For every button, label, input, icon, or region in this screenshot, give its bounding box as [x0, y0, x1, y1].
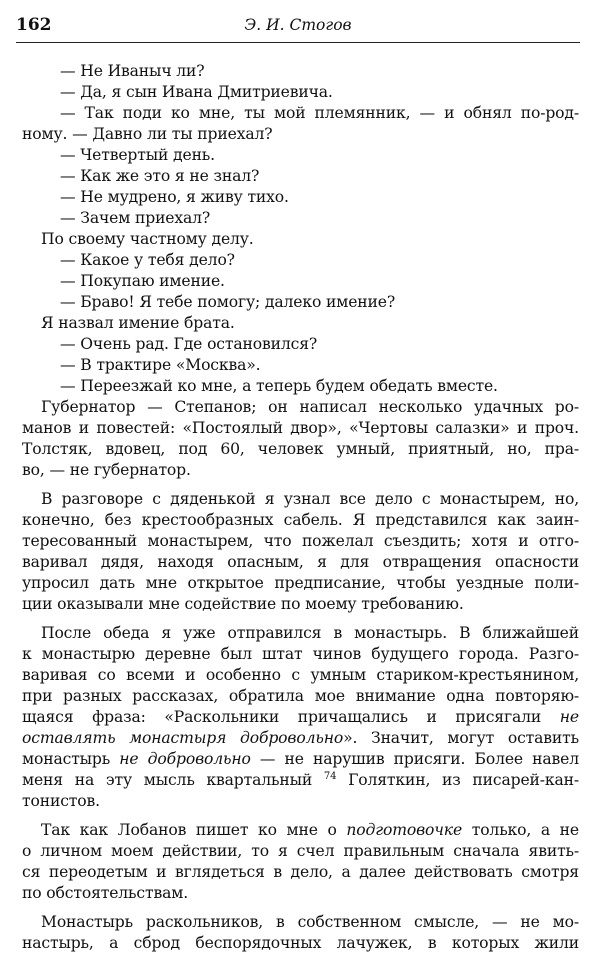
- page-number: 162: [16, 15, 52, 35]
- dialogue-line: — Не мудрено, я живу тихо.: [60, 188, 289, 206]
- running-title: Э. И. Стогов: [244, 16, 352, 34]
- footnote-marker: 74: [323, 771, 337, 782]
- dialogue-line: — Четвертый день.: [60, 146, 215, 164]
- dialogue-line: — Да, я сын Ивана Дмитриевича.: [60, 83, 333, 101]
- paragraph-line: конечно, без крестообразных сабель. Я представился как заин-: [22, 511, 579, 529]
- paragraph-line: тонистов.: [22, 792, 100, 810]
- paragraph-line: Губернатор — Степанов; он написал несколько удачных ро-: [41, 398, 579, 416]
- narrative-line: По своему частному делу.: [41, 230, 254, 248]
- dialogue-line: — Переезжай ко мне, а теперь будем обедать вместе.: [60, 377, 498, 395]
- paragraph-line: варивая со всеми и особенно с умным стариком-крестьянином,: [22, 666, 579, 684]
- italic-run: не добровольно: [119, 750, 251, 768]
- paragraph-line: [22, 770, 579, 791]
- dialogue-line: — Так поди ко мне, ты мой племянник, — и обнял по-род-: [60, 104, 579, 122]
- dialogue-line: ному. — Давно ли ты приехал?: [22, 125, 273, 143]
- paragraph-line: к монастырю деревне был штат чинов будущего города. Разго-: [22, 645, 579, 663]
- paragraph-line: [22, 728, 579, 749]
- paragraph-line: После обеда я уже отправился в монастырь. В ближайшей: [41, 624, 579, 642]
- paragraph-line: о личном моем действии, то я счел правильным сначала явить-: [22, 842, 579, 860]
- paragraph-line: варивал дядя, находя опасным, я для отвращения опасности: [22, 553, 579, 571]
- text-run: Так как Лобанов пишет ко мне о: [41, 821, 337, 839]
- dialogue-line: — Какое у тебя дело?: [60, 251, 235, 269]
- dialogue-line: — Браво! Я тебе помогу; далеко имение?: [60, 293, 396, 311]
- narrative-line: Я назвал имение брата.: [41, 314, 235, 332]
- paragraph-line: [22, 707, 579, 728]
- paragraph-line: во, — не губернатор.: [22, 461, 191, 479]
- italic-run: не: [559, 708, 579, 726]
- paragraph-line: ции оказывали мне содействие по моему требованию.: [22, 595, 464, 613]
- text-run: монастырь: [22, 750, 111, 768]
- text-run: ». Значит, могут оставить: [343, 729, 579, 747]
- paragraph-line: по обстоятельствам.: [22, 884, 189, 902]
- italic-run: подготовочке: [346, 821, 463, 839]
- paragraph-line: манов и повестей: «Постоялый двор», «Чертовы салазки» и проч.: [22, 419, 579, 437]
- dialogue-line: — Покупаю имение.: [60, 272, 225, 290]
- dialogue-line: — Как же это я не знал?: [60, 167, 260, 185]
- running-header: [16, 14, 580, 43]
- dialogue-line: — Зачем приехал?: [60, 209, 211, 227]
- text-run: Голяткин, из писарей-кан-: [348, 771, 579, 789]
- paragraph-line: Толстяк, вдовец, под 60, человек умный, приятный, но, пра-: [22, 440, 579, 458]
- paragraph-line: настырь, а сброд беспорядочных лачужек, в которых жили: [22, 934, 579, 952]
- text-run: — не нарушив присяги. Более навел: [259, 750, 579, 768]
- dialogue-line: — Очень рад. Где остановился?: [60, 335, 318, 353]
- paragraph-line: при разных рассказах, обратила мое внимание одна повторяю-: [22, 687, 579, 705]
- italic-run: оставлять монастыря добровольно: [22, 729, 344, 747]
- text-run: только, а не: [471, 821, 579, 839]
- dialogue-line: — В трактире «Москва».: [60, 356, 261, 374]
- body-text: [22, 61, 579, 954]
- paragraph-line: тересованный монастырем, что пожелал съездить; хотя и отго-: [22, 532, 579, 550]
- paragraph-line: упросил дать мне открытое предписание, чтобы уездные поли-: [22, 574, 579, 592]
- dialogue-line: — Не Иваныч ли?: [60, 62, 205, 80]
- paragraph-line: В разговоре с дяденькой я узнал все дело с монастырем, но,: [41, 490, 579, 508]
- text-run: щаяся фраза: «Раскольники причащались и присягали: [22, 708, 542, 726]
- paragraph-line: Монастырь раскольников, в собственном смысле, — не мо-: [41, 913, 579, 931]
- paragraph-line: [22, 749, 579, 770]
- paragraph-line: [41, 820, 579, 841]
- text-run: меня на эту мысль квартальный: [22, 771, 313, 789]
- paragraph-line: ся переодетым и вглядеться в дело, а далее действовать смотря: [22, 863, 579, 881]
